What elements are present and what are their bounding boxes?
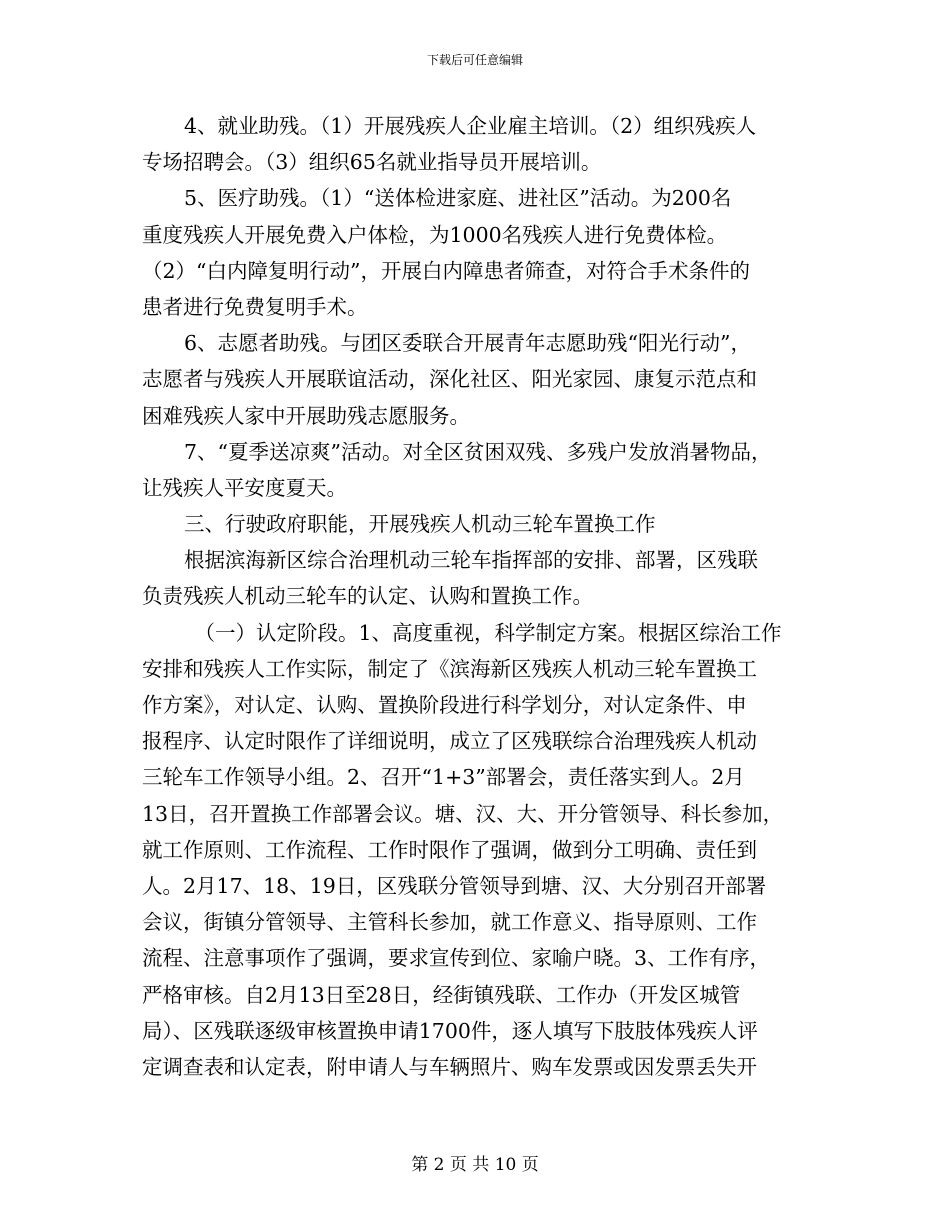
text-line: 志愿者与残疾人开展联谊活动，深化社区、阳光家园、康复示范点和 [142, 367, 757, 392]
text-line: 安排和残疾人工作实际，制定了《滨海新区残疾人机动三轮车置换工 [142, 656, 757, 681]
text-line: 就工作原则、工作流程、工作时限作了强调，做到分工明确、责任到 [142, 837, 757, 862]
text-line: 作方案》，对认定、认购、置换阶段进行科学划分，对认定条件、申 [142, 693, 747, 717]
text-line: 6、志愿者助残。与团区委联合开展青年志愿助残“阳光行动”， [184, 331, 752, 356]
document-body [142, 108, 814, 1085]
text-line: 4、就业助残。（1）开展残疾人企业雇主培训。（2）组织残疾人 [184, 114, 757, 138]
text-line: （2）“白内障复明行动”，开展白内障患者筛查，对符合手术条件的 [142, 258, 751, 283]
text-line: 三轮车工作领导小组。2、召开“1+3”部署会，责任落实到人。2月 [142, 765, 745, 790]
text-line: 7、“夏季送凉爽”活动。对全区贫困双残、多残户发放消暑物品， [184, 439, 772, 464]
text-line: 局）、区残联逐级审核置换申请1700件，逐人填写下肢肢体残疾人评 [142, 1018, 758, 1043]
text-line: 负责残疾人机动三轮车的认定、认购和置换工作。 [142, 584, 593, 609]
text-line: 根据滨海新区综合治理机动三轮车指挥部的安排、部署，区残联 [184, 548, 758, 573]
text-line: 人。2月17、18、19日，区残联分管领导到塘、汉、大分别召开部署 [142, 873, 767, 898]
text-line: 定调查表和认定表，附申请人与车辆照片、购车发票或因发票丢失开 [142, 1054, 757, 1079]
text-line: （一）认定阶段。1、高度重视，科学制定方案。根据区综治工作 [194, 620, 782, 645]
text-line: 流程、注意事项作了强调，要求宣传到位、家喻户晓。3、工作有序， [142, 946, 771, 971]
text-line: 患者进行免费复明手术。 [142, 294, 368, 319]
text-line: 5、医疗助残。（1）“送体检进家庭、进社区”活动。为200名 [184, 186, 732, 211]
text-line: 报程序、认定时限作了详细说明，成立了区残联综合治理残疾人机动 [142, 729, 757, 754]
text-line: 会议，街镇分管领导、主管科长参加，就工作意义、指导原则、工作 [142, 910, 757, 935]
text-line: 让残疾人平安度夏天。 [142, 475, 347, 500]
text-line: 三、行驶政府职能，开展残疾人机动三轮车置换工作 [184, 512, 656, 537]
text-line: 13日，召开置换工作部署会议。塘、汉、大、开分管领导、科长参加， [142, 801, 784, 826]
text-line: 严格审核。自2月13日至28日，经街镇残联、工作办（开发区城管 [142, 982, 741, 1007]
page-header: 下载后可任意编辑 [426, 53, 523, 67]
text-line: 困难残疾人家中开展助残志愿服务。 [142, 403, 470, 428]
text-line: 重度残疾人开展免费入户体检，为1000名残疾人进行免费体检。 [142, 222, 728, 247]
text-line: 专场招聘会。（3）组织65名就业指导员开展培训。 [142, 150, 602, 175]
page-footer: 第 2 页 共 10 页 [411, 1155, 539, 1175]
